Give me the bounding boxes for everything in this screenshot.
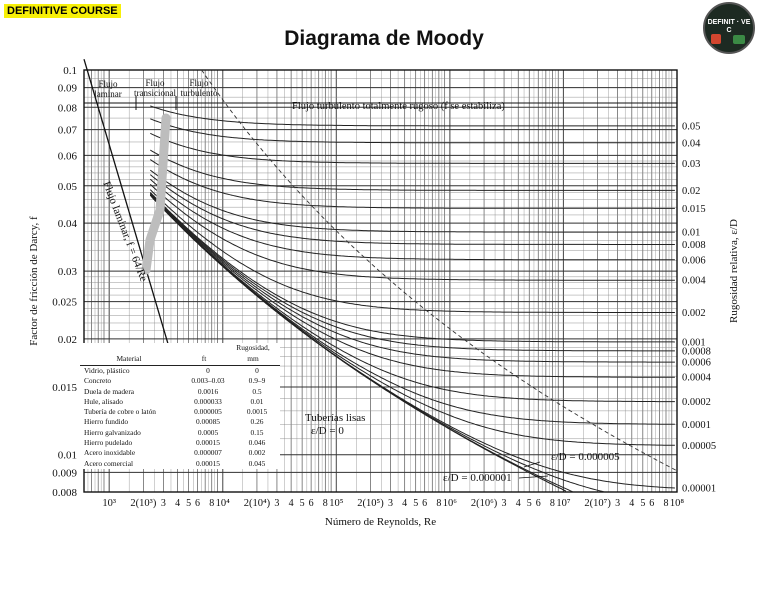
table-body — [80, 366, 280, 469]
x-tick-label: 4 — [175, 498, 181, 509]
table-cell-material: Hierro galvanizado — [84, 427, 141, 437]
x-tick-label: 3 — [160, 498, 166, 509]
x-tick-label: 6 — [195, 498, 201, 509]
y-tick-label: 0.03 — [57, 266, 77, 279]
table-cell-mm: 0.046 — [248, 438, 266, 448]
course-badge: DEFINITIVE COURSE — [4, 4, 121, 18]
y-tick-label: 0.025 — [52, 296, 77, 309]
table-header-material: Material — [116, 354, 142, 363]
y-tick-label: 0.07 — [57, 124, 77, 137]
table-cell-mm: 0.002 — [248, 448, 266, 458]
table-cell-material: Acero inoxidable — [84, 448, 136, 458]
table-row — [80, 366, 280, 376]
table-cell-ft: 0.000005 — [194, 407, 222, 417]
roughness-label: 0.01 — [682, 227, 701, 239]
roughness-curve — [150, 179, 675, 259]
roughness-label: 0.015 — [682, 203, 706, 215]
x-tick-label: 10⁸ — [669, 498, 685, 509]
zone-transition-label: Flujo transicional — [134, 78, 176, 98]
table-cell-material: Vidrio, plástico — [84, 366, 130, 375]
roughness-label: 0.002 — [682, 308, 706, 320]
x-tick-label: 4 — [288, 498, 294, 509]
x-tick-label: 4 — [629, 498, 635, 509]
x-tick-label: 10⁷ — [556, 498, 571, 509]
table-header-rough — [230, 343, 276, 365]
roughness-label: 0.02 — [682, 185, 701, 197]
roughness-label: 0.05 — [682, 121, 701, 133]
table-cell-ft: 0.0005 — [197, 427, 219, 437]
y-axis-label: Factor de fricción de Darcy, f — [28, 216, 40, 346]
y-tick-label: 0.06 — [57, 150, 77, 163]
x-tick-label: 10³ — [102, 498, 117, 509]
smooth-pipe-sublabel: ε/D = 0 — [311, 425, 344, 437]
logo-text: DEFINIT · VE C — [707, 19, 751, 34]
roughness-label: 0.004 — [682, 275, 706, 287]
table-header-ft: ft — [201, 354, 207, 363]
x-tick-label: 8 — [549, 498, 555, 509]
laminar-label: Flujo laminar, f = 64/Re — [100, 179, 150, 284]
roughness-label: 0.001 — [682, 337, 706, 349]
table-cell-mm: 0 — [255, 366, 259, 375]
x-tick-label: 10⁵ — [329, 498, 344, 509]
x-tick-label: 6 — [535, 498, 541, 509]
x-tick-label: 5 — [186, 498, 192, 509]
x-tick-label: 5 — [299, 498, 305, 509]
x-tick-label: 8 — [322, 498, 328, 509]
y-tick-label: 0.04 — [57, 218, 77, 231]
x-tick-label: 6 — [422, 498, 428, 509]
roughness-curve — [150, 119, 675, 143]
table-cell-material: Hierro fundido — [84, 417, 129, 427]
table-row — [80, 397, 280, 407]
roughness-label: 0.04 — [682, 138, 701, 150]
y2-axis-label: Rugosidad relativa, ε/D — [728, 219, 740, 323]
roughness-label: 0.03 — [682, 158, 701, 170]
y-tick-label: 0.01 — [57, 449, 77, 462]
table-cell-mm: 0.045 — [248, 458, 266, 468]
x-tick-label: 5 — [640, 498, 646, 509]
roughness-label: 0.00001 — [682, 483, 717, 495]
x-tick-label: 6 — [649, 498, 655, 509]
x-tick-label: 10⁴ — [215, 498, 230, 509]
table-row — [80, 438, 280, 448]
y-tick-label: 0.05 — [57, 180, 77, 193]
zone-turbulent-label: Flujo turbulento — [180, 78, 218, 98]
x-tick-label: 8 — [436, 498, 442, 509]
y-tick-label: 0.009 — [52, 467, 77, 480]
y-tick-label: 0.08 — [57, 102, 77, 115]
table-cell-material: Concreto — [84, 376, 112, 386]
x-tick-label: 3 — [274, 498, 280, 509]
roughness-label: 0.00005 — [682, 440, 717, 452]
table-cell-ft: 0.00085 — [195, 417, 221, 427]
roughness-table — [80, 343, 280, 469]
ed-1e6-label: ε/D = 0.000001 — [443, 472, 512, 484]
table-row — [80, 417, 280, 427]
transition-highlight — [146, 118, 166, 270]
y-tick-label: 0.1 — [63, 65, 77, 77]
table-header-mm: mm — [247, 354, 259, 363]
table-cell-mm: 0.9–9 — [248, 376, 266, 386]
roughness-curve — [150, 175, 675, 245]
table-cell-material: Hule, alisado — [84, 396, 123, 406]
x-tick-label: 2(10⁵) — [357, 498, 384, 509]
table-cell-ft: 0.000033 — [194, 396, 222, 406]
table-cell-material: Duela de madera — [84, 386, 135, 396]
table-row — [80, 387, 280, 397]
x-tick-label: 3 — [501, 498, 507, 509]
full-rough-label: Flujo turbulento totalmente rugoso (f se estabiliza) — [292, 101, 505, 112]
table-cell-mm: 0.26 — [250, 417, 264, 427]
x-axis-label: Número de Reynolds, Re — [324, 516, 437, 528]
x-tick-label: 8 — [209, 498, 215, 509]
x-tick-label: 3 — [615, 498, 621, 509]
roughness-label: 0.0006 — [682, 357, 711, 369]
roughness-label: 0.008 — [682, 239, 706, 251]
table-row — [80, 407, 280, 417]
annotation-pointer — [519, 476, 548, 478]
table-header — [80, 343, 280, 366]
y-tick-label: 0.008 — [52, 487, 77, 499]
table-cell-mm: 0.01 — [250, 396, 264, 406]
y-tick-label: 0.015 — [52, 381, 77, 394]
x-tick-label: 4 — [402, 498, 408, 509]
x-tick-label: 3 — [387, 498, 393, 509]
table-cell-mm: 0.0015 — [246, 407, 268, 417]
roughness-label: 0.0002 — [682, 397, 711, 409]
x-tick-label: 8 — [663, 498, 669, 509]
y-tick-label: 0.02 — [57, 333, 77, 346]
roughness-label: 0.006 — [682, 255, 706, 267]
smooth-pipe-label: Tuberías lisas — [305, 412, 366, 424]
table-row — [80, 376, 280, 386]
table-cell-ft: 0.00015 — [195, 458, 221, 468]
ed-5e6-label: ε/D = 0.000005 — [551, 451, 620, 463]
x-tick-label: 6 — [308, 498, 314, 509]
table-row — [80, 428, 280, 438]
table-cell-ft: 0.003–0.03 — [191, 376, 225, 386]
table-cell-ft: 0 — [206, 366, 210, 375]
roughness-curve — [150, 133, 675, 163]
table-row — [80, 459, 280, 469]
zone-laminar-label: Flujo laminar — [94, 79, 122, 99]
table-cell-mm: 0.15 — [250, 427, 264, 437]
chart-title: Diagrama de Moody — [284, 27, 484, 50]
table-cell-mm: 0.5 — [252, 386, 262, 396]
x-tick-label: 4 — [515, 498, 521, 509]
y-tick-label: 0.09 — [57, 82, 77, 95]
x-tick-label: 2(10⁶) — [470, 498, 498, 509]
roughness-label: 0.0001 — [682, 419, 711, 431]
x-tick-label: 5 — [413, 498, 419, 509]
roughness-label: 0.0008 — [682, 346, 711, 358]
table-cell-material: Acero comercial — [84, 458, 134, 468]
x-tick-label: 2(10³) — [130, 498, 157, 509]
table-header-rugosidad: Rugosidad, — [236, 343, 270, 352]
table-cell-ft: 0.0016 — [197, 386, 219, 396]
x-tick-label: 2(10⁷) — [584, 498, 611, 509]
table-cell-ft: 0.00015 — [195, 438, 221, 448]
x-tick-label: 10⁶ — [442, 498, 457, 509]
x-tick-label: 5 — [526, 498, 532, 509]
table-cell-material: Tubería de cobre o latón — [84, 407, 156, 417]
table-row — [80, 448, 280, 458]
table-cell-ft: 0.000007 — [194, 448, 222, 458]
table-cell-material: Hierro pudelado — [84, 438, 133, 448]
x-tick-label: 2(10⁴) — [243, 498, 271, 509]
roughness-label: 0.0004 — [682, 372, 711, 384]
